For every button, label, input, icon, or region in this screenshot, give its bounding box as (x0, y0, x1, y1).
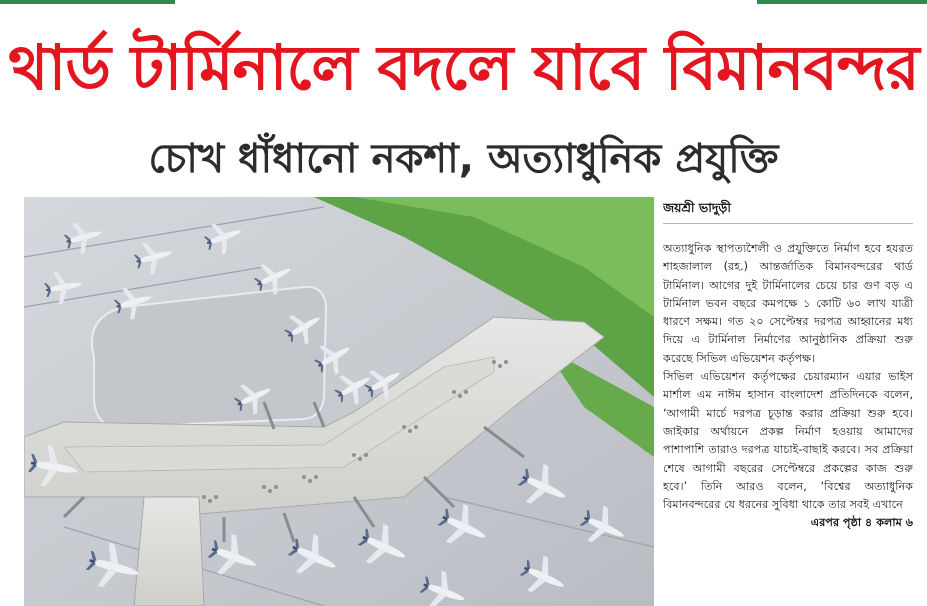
continued-on-page[interactable]: এরপর পৃষ্ঠা ৪ কলাম ৬ (810, 516, 913, 530)
subheadline: চোখ ধাঁধানো নকশা, অত্যাধুনিক প্রযুক্তি (148, 136, 779, 182)
headline: থার্ড টার্মিনালে বদলে যাবে বিমানবন্দর (8, 31, 919, 104)
article-column (663, 197, 913, 606)
top-accent-bar-right (757, 0, 927, 4)
byline: জয়শ্রী ভাদুড়ী (663, 197, 913, 224)
top-accent-bar-left (0, 0, 175, 4)
article-paragraph-1: অত্যাধুনিক স্থাপত্যশৈলী ও প্রযুক্তিতে নির্মাণ হবে হযরত শাহজালাল (রহ.) আন্তর্জাতিক বিমানবন্দরের থার্ড টার্মিনাল। আগের দুই টার্মিনালের চেয়ে চার গুণ বড় এ টার্মিনাল ভবন বছরে কমপক্ষে ১ কোটি ৬০ লাখ যাত্রী ধারণে সক্ষম। গত ২০ সেপ্টেম্বর দরপত্র আহ্বানের মধ্য দিয়ে এ টার্মিনাল নির্মাণের আনুষ্ঠানিক প্রক্রিয়া শুরু করেছে সিভিল এভিয়েশন কর্তৃপক্ষ। (663, 242, 913, 365)
article-paragraph-2 (663, 368, 913, 530)
airport-terminal-image (24, 197, 654, 606)
article-paragraph-2-text: সিভিল এভিয়েশন কর্তৃপক্ষের চেয়ারম্যান এয়ার ভাইস মার্শাল এম নাঈম হাসান বাংলাদেশ প্রতিদিনকে বলেন, ‘আগামী মার্চে দরপত্র চূড়ান্ত করার প্রক্রিয়া শুরু হবে। জাইকার অর্থায়নে প্রকল্প নির্মাণ হওয়ায় আমাদের পাশাপাশি তারাও দরপত্র যাচাই-বাছাই করবে। সব প্রক্রিয়া শেষে আগামী বছরের সেপ্টেম্বরে প্রকল্পের কাজ শুরু হবে।’ তিনি আরও বলেন, ‘বিশ্বের অত্যাধুনিক বিমানবন্দরের যে ধরনের সুবিধা থাকে তার সবই এখানে (663, 370, 913, 512)
